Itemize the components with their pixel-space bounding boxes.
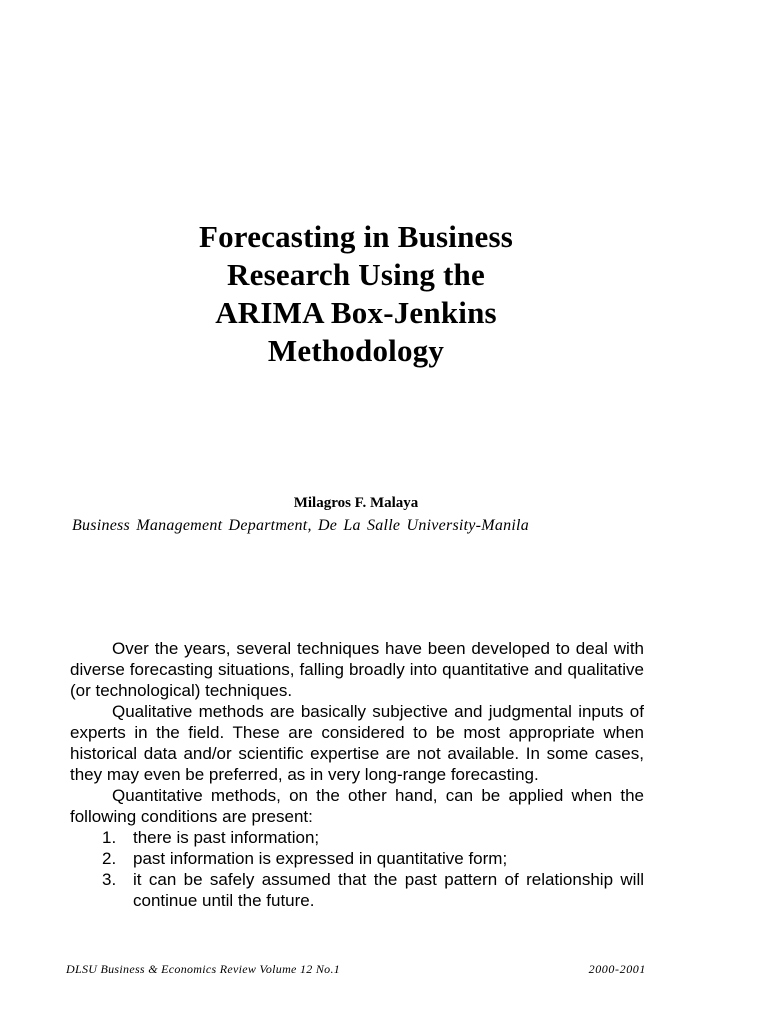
conditions-list <box>70 827 644 911</box>
title-line: ARIMA Box-Jenkins <box>215 295 497 330</box>
body-paragraph: Over the years, several techniques have been developed to deal with diverse forecasting situations, falling broadly into quantitative and qualitative (or technological) techniques. <box>70 639 644 700</box>
list-item-number: 2. <box>102 849 117 868</box>
paper-title <box>0 218 712 370</box>
title-line: Methodology <box>267 333 445 368</box>
body-paragraph: Qualitative methods are basically subjective and judgmental inputs of experts in the field. These are considered to be most appropriate when historical data and/or scientific expertise are not available. In some cases, they may even be preferred, as in very long-range forecasting. <box>70 702 644 784</box>
list-item <box>70 827 644 848</box>
list-item-number: 3. <box>102 870 117 889</box>
body-paragraph: Quantitative methods, on the other hand, can be applied when the following conditions are present: <box>70 786 644 826</box>
list-item <box>70 848 644 869</box>
body-text <box>70 638 644 911</box>
title-line: Research Using the <box>227 257 485 292</box>
author-affiliation: Business Management Department, De La Salle University-Manila <box>72 517 529 534</box>
title-line: Forecasting in Business <box>198 219 514 254</box>
list-item-text: past information is expressed in quantitative form; <box>133 849 508 868</box>
list-item <box>70 869 644 911</box>
list-item-number: 1. <box>102 828 117 847</box>
footer-year: 2000-2001 <box>588 962 646 976</box>
list-item-text: there is past information; <box>133 828 320 847</box>
author-name: Milagros F. Malaya <box>293 495 419 511</box>
list-item-text: it can be safely assumed that the past pattern of relationship will continue until the future. <box>133 870 644 910</box>
footer-journal: DLSU Business & Economics Review Volume 12 No.1 <box>66 962 341 976</box>
